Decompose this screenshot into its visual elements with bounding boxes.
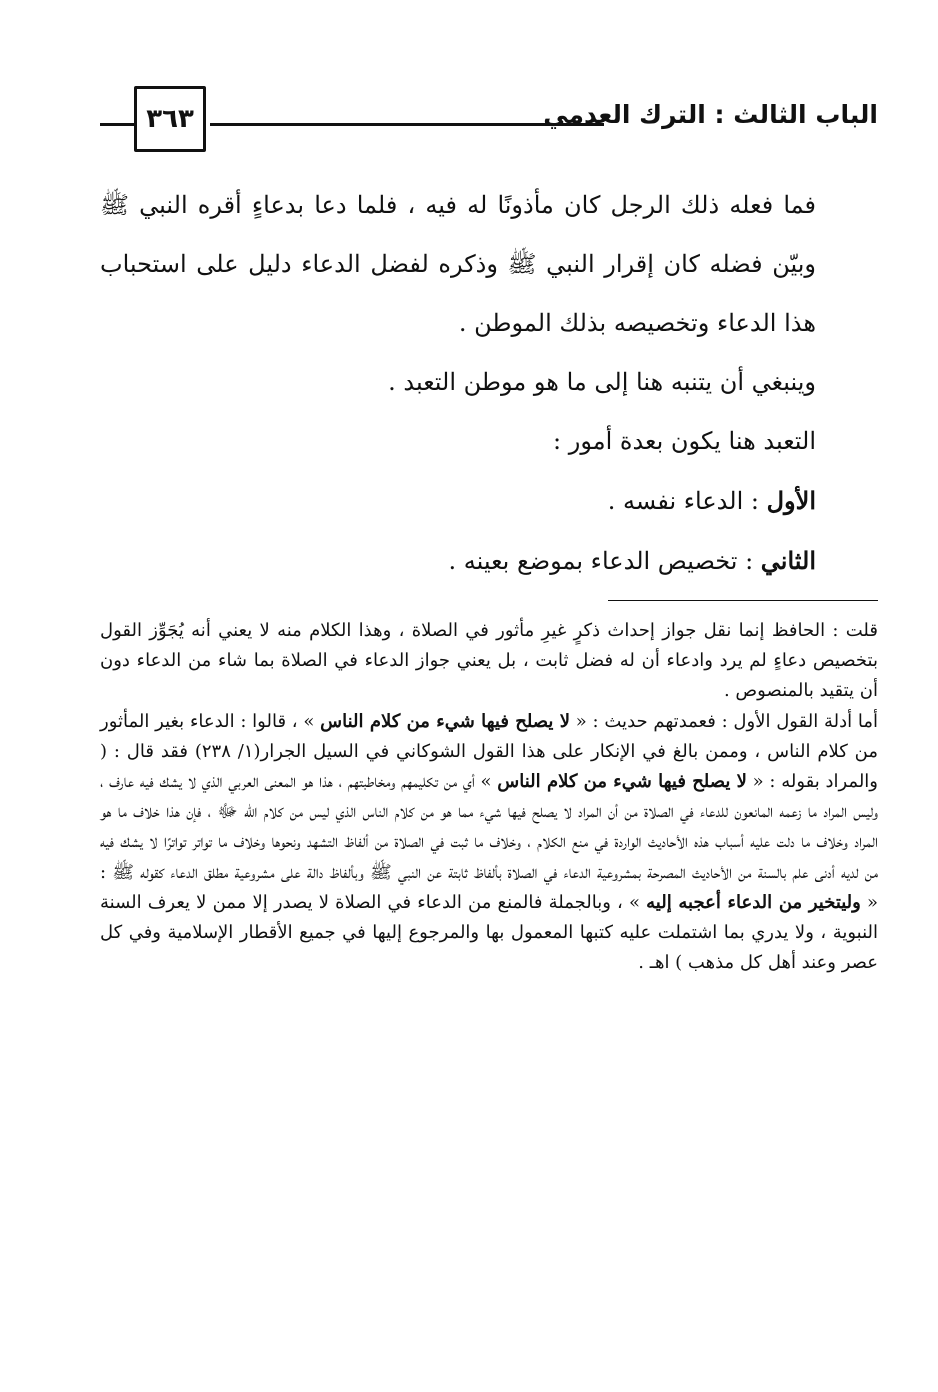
- header-rule: [210, 123, 604, 126]
- header-rule-end: [100, 123, 134, 126]
- list-item: [100, 471, 878, 531]
- list-label: الأول: [766, 486, 816, 515]
- hadith-quote: لا يصلح فيها شيء من كلام الناس: [497, 771, 747, 793]
- footnote-text: » ، قالوا : الدعاء بغير المأثور من كلام الناس ، وممن بالغ في الإنكار على هذا القول الشوكاني في السيل الجرار(١/ ٢٣٨) فقد قال : ( والمراد بقوله : «: [100, 710, 879, 793]
- list-text: : الدعاء نفسه .: [607, 487, 767, 515]
- paragraph: التعبد هنا يكون بعدة أمور :: [553, 427, 816, 455]
- footnote-paragraph: قلت : الحافظ إنما نقل جواز إحداث ذكرٍ غيرِ مأثور في الصلاة ، وهذا الكلام منه لا يعني أنه يُجَوِّز القول بتخصيص دعاءٍ لم يرد وادعاء أن له فضل ثابت ، بل يعني جواز الدعاء في الصلاة بما شاء من الدعاء دون أن يتقيد بالمنصوص .: [100, 620, 879, 702]
- list-text: : تخصيص الدعاء بموضع بعينه .: [448, 547, 761, 575]
- paragraph: فما فعله ذلك الرجل كان مأذونًا له فيه ، فلما دعا بدعاءٍ أقره النبي ﷺ وبيّن فضله كان إقرار النبي ﷺ وذكره لفضل الدعاء دليل على استحباب هذا الدعاء وتخصيصه بذلك الموطن .: [100, 191, 816, 337]
- footnote-paragraph: [100, 707, 878, 979]
- hadith-quote: وليتخير من الدعاء أعجبه إليه: [646, 891, 861, 913]
- footnote-text: أما أدلة القول الأول : فعمدتهم حديث : «: [570, 710, 878, 732]
- footnotes: [100, 616, 878, 978]
- running-header: [100, 86, 878, 158]
- chapter-title: الباب الثالث : الترك العدمي: [543, 100, 878, 129]
- footnote-separator: [608, 600, 878, 601]
- main-text: [100, 176, 878, 591]
- page-number: ٣٦٣: [134, 86, 206, 152]
- list-item: [100, 531, 878, 591]
- list-label: الثاني: [760, 546, 816, 575]
- footnote-text: » أي من تكليمهم ومخاطبتهم ، هذا هو المعنى العربي الذي لا يشك فيه عارف ، وليس المراد ما زعمه المانعون للدعاء في الصلاة من أن المراد لا يصلح فيها شيء مما هو من كلام الناس الذي ليس من كلام الله ﷻ ، فإن هذا خلاف ما هو المراد وخلاف ما دلت عليه أسباب هذه الأحاديث الواردة في منع الكلام ، وخلاف ما ثبت في الصلاة من ألفاظ التشهد ونحوها وخلاف ما تواتر تواترًا لا يشك فيه من لديه أدنى علم بالسنة من الأحاديث المصرحة بمشروعية الدعاء في الصلاة بألفاظ ثابتة عن النبي ﷺ وبألفاظ دالة على مشروعية مطلق الدعاء كقوله ﷺ : «: [100, 771, 879, 913]
- paragraph: وينبغي أن يتنبه هنا إلى ما هو موطن التعبد .: [388, 368, 816, 396]
- footnote-text: » ، وبالجملة فالمنع من الدعاء في الصلاة لا يصدر إلا ممن لا يعرف السنة النبوية ، ولا يدري بما اشتملت عليه كتبها المعمول بها والمرجوع إليها في جميع الأقطار الإسلامية وفي كل عصر وعند أهل كل مذهب ) اهـ .: [100, 891, 878, 974]
- hadith-quote: لا يصلح فيها شيء من كلام الناس: [320, 710, 571, 732]
